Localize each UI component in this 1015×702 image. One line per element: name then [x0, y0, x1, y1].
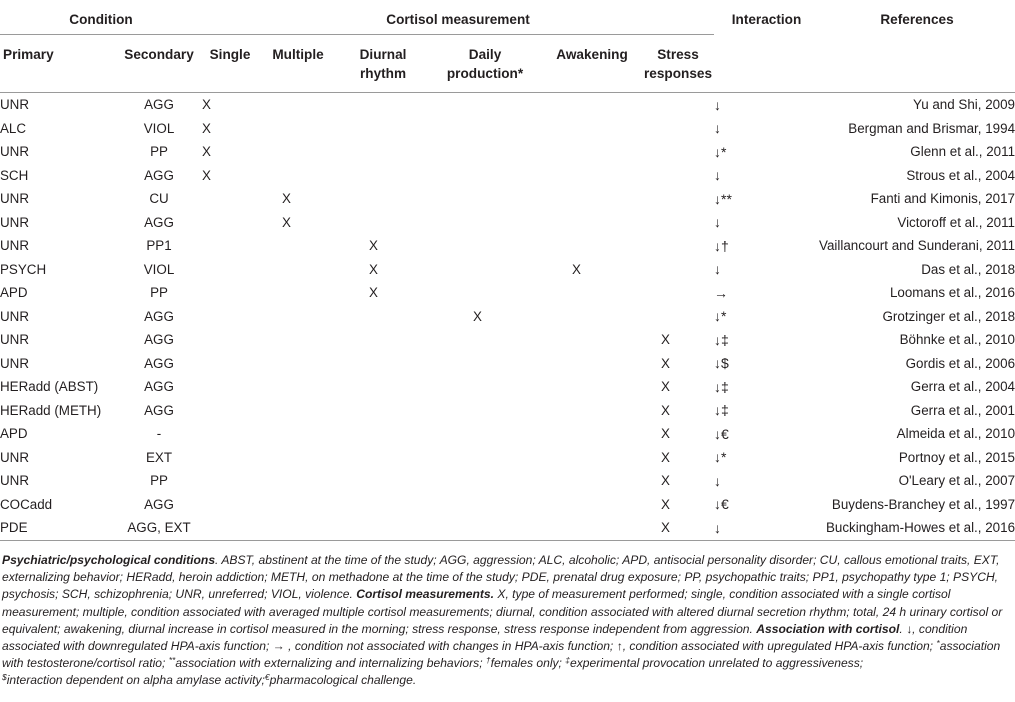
- interaction-cell: ↓€: [714, 496, 729, 513]
- daily-mark: [428, 375, 542, 399]
- primary-cell: UNR: [0, 473, 30, 489]
- multiple-mark: [258, 493, 338, 517]
- multiple-mark: [258, 164, 338, 188]
- legend-euro-text: pharmacological challenge.: [269, 673, 417, 688]
- daily-mark: [428, 140, 542, 164]
- reference-cell: Gordis et al., 2006: [905, 355, 1015, 371]
- legend-conditions-text: . ABST, abstinent at the time of the study; AGG, aggression; ALC, alcoholic; APD, antisocial personality disorder; CU, callous emotional traits, EXT, externalizing behavior; HERadd, heroin addiction; METH, on methadone at the time of the study; PDE, prenatal drug exposure; PP, psychopathic traits; PP1, psychopathy type 1; PSYCH, psychosis; SCH, schizophrenia; UNR, unreferred; VIOL, violence.: [2, 553, 1000, 602]
- multiple-mark: [258, 281, 338, 305]
- diurnal-mark: X: [369, 238, 378, 254]
- secondary-header: Secondary: [116, 35, 202, 93]
- table-row: [0, 187, 1015, 211]
- diurnal-mark: [338, 446, 428, 470]
- interaction-cell: ↓*: [714, 449, 727, 466]
- condition-group-header: Condition: [0, 4, 202, 35]
- reference-cell: Fanti and Kimonis, 2017: [870, 191, 1015, 207]
- primary-cell: UNR: [0, 308, 30, 324]
- primary-cell: UNR: [0, 238, 30, 254]
- secondary-cell: AGG: [144, 214, 174, 230]
- awakening-mark: [542, 352, 642, 376]
- cortisol-group-header: Cortisol measurement: [202, 4, 714, 35]
- legend-dstar-text: association with externalizing and internalizing behaviors;: [175, 656, 486, 671]
- reference-cell: Loomans et al., 2016: [889, 285, 1015, 301]
- secondary-cell: AGG: [144, 308, 174, 324]
- interaction-cell: ↓‡: [714, 378, 729, 395]
- stress-mark: X: [661, 355, 670, 371]
- secondary-cell: VIOL: [143, 120, 175, 136]
- legend-cortisol-heading: Cortisol measurements.: [356, 587, 495, 602]
- legend-cortisol-text: X, type of measurement performed; single, condition associated with a single cortisol measurement; multiple, condition associated with averaged multiple cortisol measurements; diurnal, condition associated with altered diurnal secretion rhythm; total, 24 h urinary cortisol or equivalent; awakening, diurnal increase in cortisol measured in the morning; stress response, stress response independent from aggression.: [2, 587, 1003, 636]
- diurnal-mark: [338, 516, 428, 540]
- diurnal-mark: [338, 93, 428, 117]
- stress-mark: [642, 93, 714, 117]
- multiple-header: Multiple: [258, 35, 338, 93]
- awakening-mark: [542, 281, 642, 305]
- secondary-cell: PP1: [146, 238, 172, 254]
- primary-cell: ALC: [0, 120, 27, 136]
- interaction-header: Interaction: [731, 11, 802, 27]
- interaction-cell: ↓: [714, 214, 722, 231]
- stress-mark: X: [661, 473, 670, 489]
- primary-cell: APD: [0, 426, 28, 442]
- diurnal-mark: [338, 305, 428, 329]
- interaction-cell: ↓: [714, 516, 819, 540]
- daily-header: Daily production*: [428, 35, 542, 93]
- daily-mark: [428, 211, 542, 235]
- primary-cell: UNR: [0, 97, 30, 113]
- awakening-mark: [542, 328, 642, 352]
- daily-mark: [428, 281, 542, 305]
- primary-cell: UNR: [0, 449, 30, 465]
- interaction-cell: ↓: [714, 167, 722, 184]
- table-row: [0, 375, 1015, 399]
- stress-mark: [642, 164, 714, 188]
- diurnal-mark: [338, 328, 428, 352]
- table-row: [0, 281, 1015, 305]
- daily-mark: [428, 446, 542, 470]
- single-mark: [202, 305, 258, 329]
- daily-mark: [428, 469, 542, 493]
- primary-cell: UNR: [0, 144, 30, 160]
- legend-ddagger-text: experimental provocation unrelated to aggressiveness;: [570, 656, 864, 671]
- interaction-subheader: [714, 35, 819, 93]
- diurnal-mark: [338, 164, 428, 188]
- single-mark: [202, 234, 258, 258]
- primary-cell: APD: [0, 285, 28, 301]
- awakening-mark: [542, 305, 642, 329]
- table-row: [0, 164, 1015, 188]
- table-row: [0, 234, 1015, 258]
- stress-mark: X: [661, 332, 670, 348]
- reference-cell: Grotzinger et al., 2018: [882, 308, 1015, 324]
- daily-mark: X: [473, 308, 482, 324]
- interaction-cell: ↓*: [714, 143, 727, 160]
- awakening-mark: [542, 422, 642, 446]
- reference-cell: Vaillancourt and Sunderani, 2011: [819, 238, 1015, 254]
- awakening-mark: X: [572, 261, 581, 277]
- table-row: [0, 446, 1015, 470]
- single-mark: X: [202, 167, 211, 183]
- diurnal-mark: [338, 399, 428, 423]
- secondary-cell: EXT: [145, 449, 173, 465]
- secondary-cell: PP: [150, 285, 168, 301]
- single-mark: [202, 469, 258, 493]
- diurnal-mark: X: [369, 261, 378, 277]
- secondary-cell: AGG: [144, 379, 174, 395]
- diurnal-mark: X: [369, 285, 378, 301]
- table-row: [0, 399, 1015, 423]
- secondary-cell: AGG: [144, 355, 174, 371]
- single-mark: [202, 328, 258, 352]
- single-mark: [202, 375, 258, 399]
- multiple-mark: [258, 93, 338, 117]
- table-legend: [2, 552, 1012, 690]
- primary-cell: UNR: [0, 355, 30, 371]
- interaction-cell: ↓$: [714, 355, 729, 372]
- reference-cell: O'Leary et al., 2007: [898, 473, 1015, 489]
- single-mark: [202, 211, 258, 235]
- legend-association-text: . ↓, condition associated with downregulated HPA-axis function; → , condition not associated with changes in HPA-axis function; ↑, condition associated with upregulated HPA-axis function;: [2, 621, 968, 654]
- single-mark: [202, 352, 258, 376]
- reference-cell: Victoroff et al., 2011: [897, 214, 1015, 230]
- table-row: [0, 305, 1015, 329]
- reference-cell: Bergman and Brismar, 1994: [848, 120, 1015, 136]
- primary-cell: HERadd (METH): [0, 402, 102, 418]
- stress-mark: [642, 140, 714, 164]
- single-mark: [202, 258, 258, 282]
- stress-mark: [642, 211, 714, 235]
- table-row: [0, 352, 1015, 376]
- daily-mark: [428, 493, 542, 517]
- reference-cell: Gerra et al., 2001: [910, 402, 1015, 418]
- single-mark: [202, 493, 258, 517]
- multiple-mark: X: [282, 191, 291, 207]
- diurnal-header: Diurnal rhythm: [338, 35, 428, 93]
- daily-mark: [428, 187, 542, 211]
- multiple-mark: [258, 117, 338, 141]
- interaction-cell: ↓: [714, 96, 722, 113]
- reference-cell: Das et al., 2018: [921, 261, 1015, 277]
- legend-dstar-symbol: **: [168, 655, 176, 666]
- multiple-mark: [258, 446, 338, 470]
- diurnal-mark: [338, 187, 428, 211]
- stress-header: Stress responses: [642, 35, 714, 93]
- single-mark: X: [202, 120, 211, 136]
- primary-cell: SCH: [0, 167, 29, 183]
- awakening-mark: [542, 516, 642, 540]
- table-row: [0, 258, 1015, 282]
- interaction-cell: ↓‡: [714, 402, 729, 419]
- legend-ddagger-symbol: ‡: [565, 655, 571, 666]
- header-group-row: [0, 4, 1015, 35]
- awakening-mark: [542, 140, 642, 164]
- awakening-header: Awakening: [542, 35, 642, 93]
- daily-mark: [428, 234, 542, 258]
- reference-cell: Böhnke et al., 2010: [899, 332, 1015, 348]
- header-sub-row: [0, 35, 1015, 93]
- table-row: [0, 493, 1015, 517]
- table-row: [0, 93, 1015, 117]
- daily-mark: [428, 258, 542, 282]
- interaction-cell: ↓: [714, 472, 722, 489]
- secondary-cell: AGG: [144, 402, 174, 418]
- single-mark: [202, 281, 258, 305]
- multiple-mark: [258, 422, 338, 446]
- references-subheader: [819, 35, 1015, 93]
- awakening-mark: [542, 117, 642, 141]
- secondary-cell: CU: [149, 191, 169, 207]
- secondary-cell: PP: [150, 144, 168, 160]
- primary-cell: COCadd: [0, 496, 53, 512]
- diurnal-mark: [338, 117, 428, 141]
- legend-dollar-text: interaction dependent on alpha amylase activity;: [6, 673, 265, 688]
- awakening-mark: [542, 187, 642, 211]
- multiple-mark: [258, 234, 338, 258]
- single-header: Single: [202, 35, 258, 93]
- secondary-cell: VIOL: [143, 261, 175, 277]
- interaction-cell: ↓: [714, 261, 722, 278]
- multiple-mark: X: [282, 214, 291, 230]
- daily-mark: [428, 117, 542, 141]
- table-body: [0, 93, 1015, 541]
- diurnal-mark: [338, 493, 428, 517]
- table-row: [0, 328, 1015, 352]
- reference-cell: Almeida et al., 2010: [896, 426, 1015, 442]
- single-mark: X: [202, 97, 211, 113]
- reference-cell: Glenn et al., 2011: [910, 144, 1015, 160]
- stress-mark: [642, 117, 714, 141]
- diurnal-mark: [338, 469, 428, 493]
- diurnal-mark: [338, 375, 428, 399]
- daily-mark: [428, 328, 542, 352]
- awakening-mark: [542, 493, 642, 517]
- stress-mark: [642, 305, 714, 329]
- single-mark: X: [202, 144, 211, 160]
- awakening-mark: [542, 164, 642, 188]
- primary-cell: UNR: [0, 214, 30, 230]
- multiple-mark: [258, 140, 338, 164]
- stress-mark: [642, 234, 714, 258]
- stress-mark: X: [661, 379, 670, 395]
- awakening-mark: [542, 234, 642, 258]
- table-row: [0, 469, 1015, 493]
- table-row: [0, 422, 1015, 446]
- awakening-mark: [542, 375, 642, 399]
- legend-dagger-symbol: †: [485, 655, 491, 666]
- stress-mark: [642, 281, 714, 305]
- interaction-cell: ↓**: [714, 190, 732, 207]
- stress-mark: [642, 258, 714, 282]
- diurnal-mark: [338, 352, 428, 376]
- legend-association-heading: Association with cortisol: [756, 621, 900, 636]
- awakening-mark: [542, 93, 642, 117]
- multiple-mark: [258, 305, 338, 329]
- multiple-mark: [258, 328, 338, 352]
- interaction-cell: ↓‡: [714, 331, 729, 348]
- table-row: [0, 117, 1015, 141]
- interaction-cell: ↓*: [714, 308, 727, 325]
- secondary-cell: AGG: [144, 167, 174, 183]
- secondary-cell: PP: [150, 473, 168, 489]
- single-mark: [202, 399, 258, 423]
- primary-cell: UNR: [0, 332, 30, 348]
- reference-cell: Yu and Shi, 2009: [913, 97, 1015, 113]
- legend-dollar-symbol: $: [2, 672, 7, 683]
- interaction-cell: →: [714, 284, 729, 301]
- reference-cell: Gerra et al., 2004: [910, 379, 1015, 395]
- single-mark: [202, 446, 258, 470]
- reference-cell: Buckingham-Howes et al., 2016: [819, 516, 1015, 540]
- primary-header: Primary: [0, 35, 116, 93]
- stress-mark: X: [661, 449, 670, 465]
- single-mark: [202, 516, 258, 540]
- daily-mark: [428, 164, 542, 188]
- secondary-cell: AGG, EXT: [116, 516, 202, 540]
- secondary-cell: AGG: [144, 496, 174, 512]
- awakening-mark: [542, 211, 642, 235]
- daily-mark: [428, 399, 542, 423]
- primary-cell: HERadd (ABST): [0, 379, 99, 395]
- primary-cell: PDE: [0, 516, 116, 540]
- legend-dagger-text: females only;: [490, 656, 566, 671]
- multiple-mark: [258, 258, 338, 282]
- single-mark: [202, 187, 258, 211]
- awakening-mark: [542, 399, 642, 423]
- single-mark: [202, 422, 258, 446]
- stress-mark: X: [661, 496, 670, 512]
- secondary-cell: AGG: [144, 332, 174, 348]
- multiple-mark: [258, 516, 338, 540]
- reference-cell: Portnoy et al., 2015: [898, 449, 1015, 465]
- awakening-mark: [542, 446, 642, 470]
- table-row: [0, 516, 1015, 540]
- table-row: [0, 211, 1015, 235]
- diurnal-mark: [338, 422, 428, 446]
- daily-mark: [428, 352, 542, 376]
- daily-mark: [428, 93, 542, 117]
- multiple-mark: [258, 375, 338, 399]
- table-row: [0, 140, 1015, 164]
- reference-cell: Strous et al., 2004: [906, 167, 1015, 183]
- legend-euro-symbol: €: [264, 672, 270, 683]
- cortisol-table-main: [0, 4, 1015, 541]
- interaction-cell: ↓€: [714, 425, 729, 442]
- stress-mark: X: [642, 516, 714, 540]
- interaction-cell: ↓†: [714, 237, 729, 254]
- legend-conditions-heading: Psychiatric/psychological conditions: [2, 553, 216, 567]
- diurnal-mark: [338, 211, 428, 235]
- stress-mark: X: [661, 426, 670, 442]
- multiple-mark: [258, 352, 338, 376]
- interaction-cell: ↓: [714, 120, 722, 137]
- daily-mark: [428, 422, 542, 446]
- daily-mark: [428, 516, 542, 540]
- diurnal-mark: [338, 140, 428, 164]
- reference-cell: Buydens-Branchey et al., 1997: [831, 496, 1015, 512]
- stress-mark: X: [661, 402, 670, 418]
- multiple-mark: [258, 469, 338, 493]
- legend-star-text: association with testosterone/cortisol ratio;: [2, 639, 1001, 671]
- references-header: References: [880, 11, 954, 27]
- secondary-cell: -: [156, 426, 162, 442]
- secondary-cell: AGG: [144, 97, 174, 113]
- multiple-mark: [258, 399, 338, 423]
- awakening-mark: [542, 469, 642, 493]
- primary-cell: UNR: [0, 191, 30, 207]
- legend-star-symbol: *: [936, 638, 940, 649]
- stress-mark: [642, 187, 714, 211]
- primary-cell: PSYCH: [0, 261, 47, 277]
